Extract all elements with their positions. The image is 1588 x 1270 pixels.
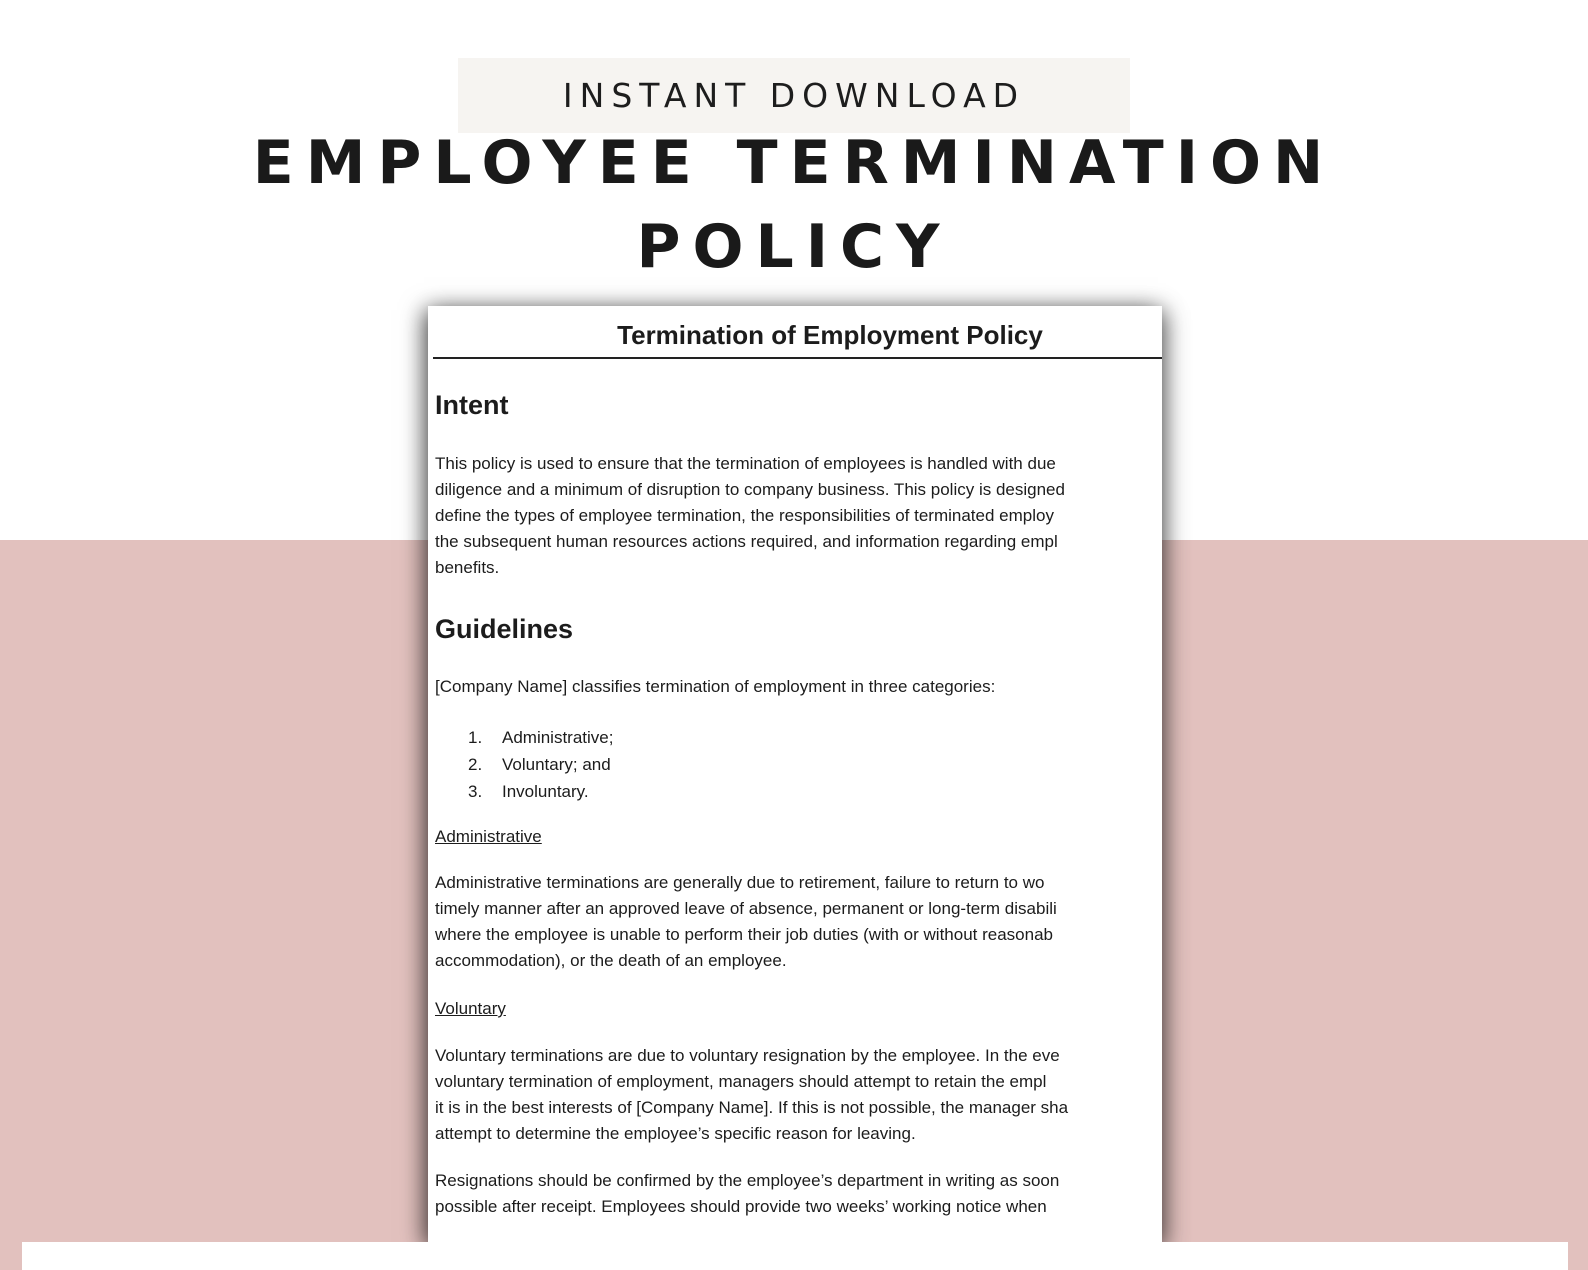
instant-download-badge (458, 58, 1130, 133)
administrative-line: accommodation), or the death of an employee. (435, 951, 787, 970)
administrative-heading: Administrative (435, 827, 542, 846)
administrative-line: Administrative terminations are generally due to retirement, failure to return to wo (435, 873, 1045, 892)
administrative-line: timely manner after an approved leave of absence, permanent or long-term disabili (435, 899, 1057, 918)
voluntary-line: attempt to determine the employee’s specific reason for leaving. (435, 1124, 916, 1143)
resignation-line: Resignations should be confirmed by the employee’s department in writing as soon (435, 1171, 1060, 1190)
badge-label: INSTANT DOWNLOAD (562, 76, 1026, 115)
bottom-border-strip (22, 1242, 1568, 1270)
voluntary-heading: Voluntary (435, 999, 506, 1018)
list-label: Administrative; (502, 728, 614, 747)
list-item (468, 724, 613, 751)
intent-line: define the types of employee termination, the responsibilities of terminated employ (435, 506, 1054, 525)
headline-line-1: EMPLOYEE TERMINATION (252, 128, 1336, 198)
intent-line: This policy is used to ensure that the termination of employees is handled with due (435, 454, 1056, 473)
voluntary-line: voluntary termination of employment, managers should attempt to retain the empl (435, 1072, 1047, 1091)
voluntary-paragraph (435, 1043, 1068, 1147)
voluntary-line: Voluntary terminations are due to voluntary resignation by the employee. In the eve (435, 1046, 1060, 1065)
list-label: Involuntary. (502, 782, 589, 801)
voluntary-line: it is in the best interests of [Company Name]. If this is not possible, the manager sha (435, 1098, 1069, 1117)
administrative-line: where the employee is unable to perform their job duties (with or without reasonab (435, 925, 1054, 944)
document-title: Termination of Employment Policy (617, 320, 1043, 350)
resignation-paragraph (435, 1168, 1059, 1220)
guidelines-intro: [Company Name] classifies termination of employment in three categories: (435, 677, 996, 696)
list-number: 1. (468, 728, 483, 747)
list-number: 2. (468, 755, 483, 774)
list-item (468, 751, 613, 778)
title-divider (433, 357, 1162, 359)
intent-heading: Intent (435, 390, 509, 420)
intent-line: benefits. (435, 558, 500, 577)
document-preview (428, 306, 1162, 1242)
administrative-paragraph (435, 870, 1057, 974)
list-number: 3. (468, 782, 483, 801)
intent-line: the subsequent human resources actions required, and information regarding empl (435, 532, 1058, 551)
resignation-line: possible after receipt. Employees should provide two weeks’ working notice when (435, 1197, 1047, 1216)
guidelines-heading: Guidelines (435, 614, 574, 644)
category-list (468, 724, 613, 805)
list-label: Voluntary; and (502, 755, 611, 774)
intent-line: diligence and a minimum of disruption to company business. This policy is designed (435, 480, 1065, 499)
list-item (468, 778, 613, 805)
headline-line-2: POLICY (636, 212, 952, 282)
intent-paragraph (435, 451, 1065, 581)
